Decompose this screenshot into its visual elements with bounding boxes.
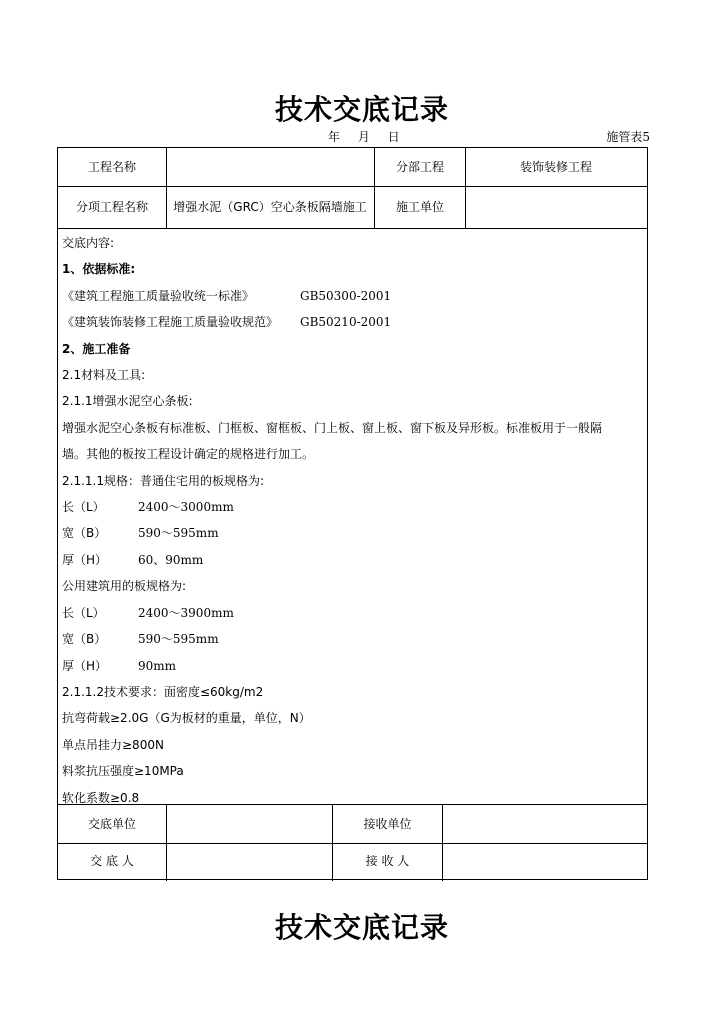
section-2-1-1-2: 2.1.1.2技术要求：面密度≤60kg/m2 xyxy=(62,684,264,699)
row-divider xyxy=(58,228,647,229)
requirement-row: 抗弯荷载≥2.0G（G为板材的重量，单位，N） xyxy=(62,711,311,726)
division-value[interactable]: 装饰装修工程 xyxy=(519,159,592,174)
spec-row xyxy=(62,547,646,573)
issuer-value[interactable] xyxy=(167,844,332,879)
requirement-row: 料浆抗压强度≥10MPa xyxy=(62,764,184,779)
spec-label: 厚（H） xyxy=(62,552,108,567)
spec-row xyxy=(62,653,646,679)
standard-row xyxy=(62,283,646,309)
project-name-label: 工程名称 xyxy=(87,159,136,174)
subitem-label: 分项工程名称 xyxy=(75,200,148,214)
next-page-title: 技术交底记录 xyxy=(274,911,449,944)
requirement-row: 软化系数≥0.8 xyxy=(62,790,140,805)
spec-value: 90mm xyxy=(138,658,177,673)
disclosure-content xyxy=(62,230,646,811)
section-2-1-1-1: 2.1.1.1规格：普通住宅用的板规格为: xyxy=(62,473,265,488)
spec-label: 宽（B） xyxy=(62,526,107,541)
division-label: 分部工程 xyxy=(395,159,444,174)
date-line: 年 月 日 xyxy=(328,130,400,144)
standard-name: 《建筑装饰装修工程施工质量验收规范》 xyxy=(62,315,279,330)
receiving-unit-value[interactable] xyxy=(443,805,646,843)
paragraph-line: 增强水泥空心条板有标准板、门框板、窗框板、门上板、窗上板、窗下板及异形板。标准板用于一般隔 xyxy=(62,420,603,435)
paragraph-line: 墙。其他的板按工程设计确定的规格进行加工。 xyxy=(62,447,315,462)
issuing-unit-label: 交底单位 xyxy=(87,816,136,831)
form-code: 施管表5 xyxy=(606,130,650,144)
receiver-value[interactable] xyxy=(443,844,646,879)
record-form xyxy=(57,147,648,880)
receiving-unit-label: 接收单位 xyxy=(363,816,412,831)
spec-value: 2400～3000mm xyxy=(138,500,234,515)
spec-value: 590～595mm xyxy=(138,526,219,541)
construction-unit-value[interactable] xyxy=(466,187,646,228)
standard-code: GB50210-2001 xyxy=(300,315,392,330)
project-name-value[interactable] xyxy=(167,148,374,186)
spec-label: 宽（B） xyxy=(62,632,107,647)
spec-row xyxy=(62,600,646,626)
section-2-1-1: 2.1.1增强水泥空心条板: xyxy=(62,394,193,409)
document-title: 技术交底记录 xyxy=(274,93,449,126)
spec-value: 2400～3900mm xyxy=(138,605,234,620)
standard-name: 《建筑工程施工质量验收统一标准》 xyxy=(62,288,255,303)
spec-value: 590～595mm xyxy=(138,632,219,647)
spec-label: 长（L） xyxy=(62,605,105,620)
standard-row xyxy=(62,309,646,335)
public-spec-heading: 公用建筑用的板规格为: xyxy=(62,579,187,594)
section-1-title: 1、依据标准: xyxy=(62,262,136,277)
spec-label: 长（L） xyxy=(62,500,105,515)
spec-label: 厚（H） xyxy=(62,658,108,673)
spec-row xyxy=(62,626,646,652)
receiver-label: 接 收 人 xyxy=(365,854,410,868)
section-2-1: 2.1材料及工具: xyxy=(62,368,146,383)
construction-unit-label: 施工单位 xyxy=(395,200,444,214)
issuer-label: 交 底 人 xyxy=(90,854,134,868)
spec-row xyxy=(62,520,646,546)
subitem-value[interactable]: 增强水泥（GRC）空心条板隔墙施工 xyxy=(173,200,367,214)
content-heading: 交底内容: xyxy=(62,236,115,250)
standard-code: GB50300-2001 xyxy=(300,288,392,303)
requirement-row: 单点吊挂力≥800N xyxy=(62,737,164,752)
section-2-title: 2、施工准备 xyxy=(62,341,131,356)
issuing-unit-value[interactable] xyxy=(167,805,332,843)
spec-row xyxy=(62,494,646,520)
spec-value: 60、90mm xyxy=(138,552,204,567)
